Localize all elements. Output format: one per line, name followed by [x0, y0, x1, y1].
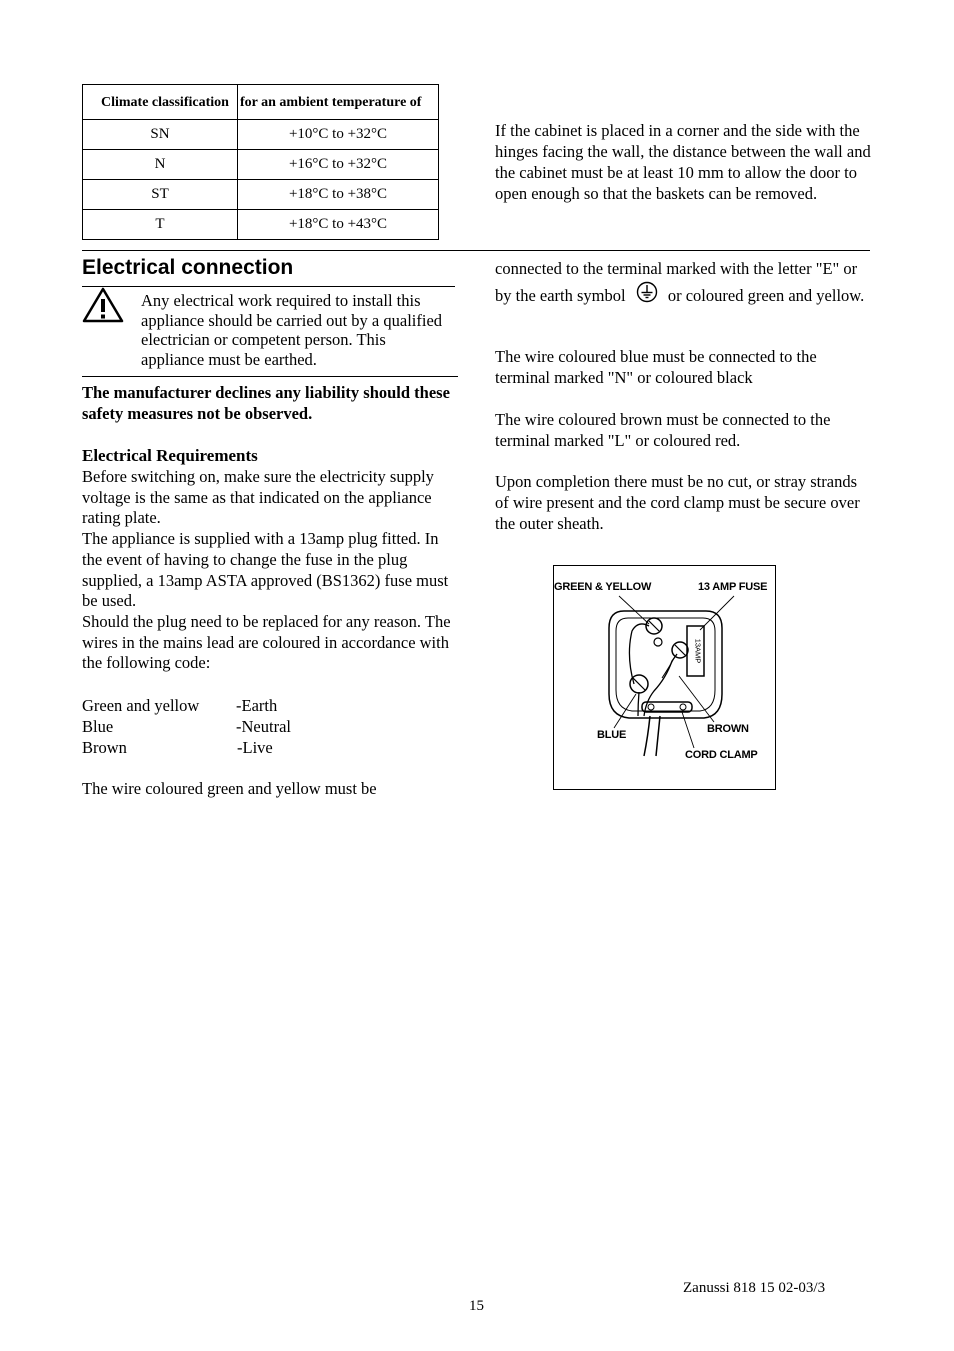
liability-notice: The manufacturer declines any liability should these safety measures not be observed. [82, 383, 450, 423]
earth-symbol-icon [636, 281, 658, 310]
list-item [82, 737, 273, 758]
plug-drawing [554, 566, 775, 789]
wire-function: -Live [237, 738, 273, 757]
temperature-range-cell: +10°C to +32°C [238, 120, 439, 150]
corner-placement-note: If the cabinet is placed in a corner and the side with the hinges facing the wall, the distance between the wall and the cabinet must be at least 10 mm to allow the door to open enough so that the baskets can be removed. [495, 121, 871, 203]
warning-bottom-rule [82, 376, 458, 377]
plug-wiring-diagram [553, 565, 776, 790]
wire-colour: Green and yellow [82, 696, 200, 715]
temperature-range-cell: +18°C to +38°C [238, 180, 439, 210]
list-item [82, 716, 291, 737]
temperature-range-cell: +18°C to +43°C [238, 210, 439, 240]
wire-function: -Earth [236, 696, 278, 715]
warning-icon [82, 287, 124, 328]
temperature-range-cell: +16°C to +32°C [238, 150, 439, 180]
list-item [82, 695, 278, 716]
climate-class-cell: ST [83, 180, 238, 210]
wire-colour: Brown [82, 738, 127, 757]
document-reference: Zanussi 818 15 02-03/3 [683, 1280, 826, 1296]
climate-class-cell: N [83, 150, 238, 180]
requirements-paragraph: Before switching on, make sure the electricity supply voltage is the same as that indicated on the appliance rating plate. [82, 467, 434, 528]
label-cord-clamp: CORD CLAMP [685, 749, 758, 761]
green-yellow-text: or coloured green and yellow. [667, 286, 865, 305]
blue-wire-rule: The wire coloured blue must be connected to the terminal marked "N" or coloured black [495, 347, 817, 387]
green-yellow-text: connected to the terminal marked with the letter "E" or by the earth symbol [495, 259, 858, 305]
label-blue: BLUE [597, 729, 627, 741]
climate-table [82, 84, 439, 240]
warning-text: Any electrical work required to install this appliance should be carried out by a qualified electrician or competent person. This appliance must be earthed. [141, 291, 443, 369]
label-brown: BROWN [707, 723, 749, 735]
requirements-paragraph: Should the plug need to be replaced for any reason. The wires in the mains lead are coloured in accordance with the following code: [82, 611, 451, 673]
requirements-body [82, 467, 456, 674]
climate-class-cell: SN [83, 120, 238, 150]
table-header-temperature: for an ambient temperature of [238, 85, 439, 120]
fuse-text: 13AMP [693, 638, 703, 664]
completion-note: Upon completion there must be no cut, or stray strands of wire present and the cord clamp must be secure over the outer sheath. [495, 472, 860, 533]
requirements-heading: Electrical Requirements [82, 446, 258, 465]
wire-colour-code [82, 695, 291, 758]
table-row [83, 180, 439, 210]
section-divider [82, 250, 870, 251]
table-header-classification: Climate classification [83, 85, 238, 120]
climate-class-cell: T [83, 210, 238, 240]
page-number: 15 [469, 1298, 484, 1314]
wire-function: -Neutral [236, 717, 291, 736]
warning-top-rule [82, 286, 455, 287]
label-green-yellow: GREEN & YELLOW [554, 581, 652, 593]
wire-colour: Blue [82, 717, 114, 736]
brown-wire-rule: The wire coloured brown must be connected to the terminal marked "L" or coloured red. [495, 410, 831, 450]
requirements-paragraph: The appliance is supplied with a 13amp plug fitted. In the event of having to change the fuse in the plug supplied, a 13amp ASTA approved (BS1362) fuse must be used. [82, 529, 449, 611]
section-title: Electrical connection [82, 256, 294, 279]
table-row [83, 210, 439, 240]
table-row [83, 150, 439, 180]
label-fuse: 13 AMP FUSE [698, 581, 768, 593]
green-yellow-rule-continued [495, 257, 873, 310]
green-yellow-rule-start: The wire coloured green and yellow must be [82, 779, 377, 798]
table-row [83, 120, 439, 150]
